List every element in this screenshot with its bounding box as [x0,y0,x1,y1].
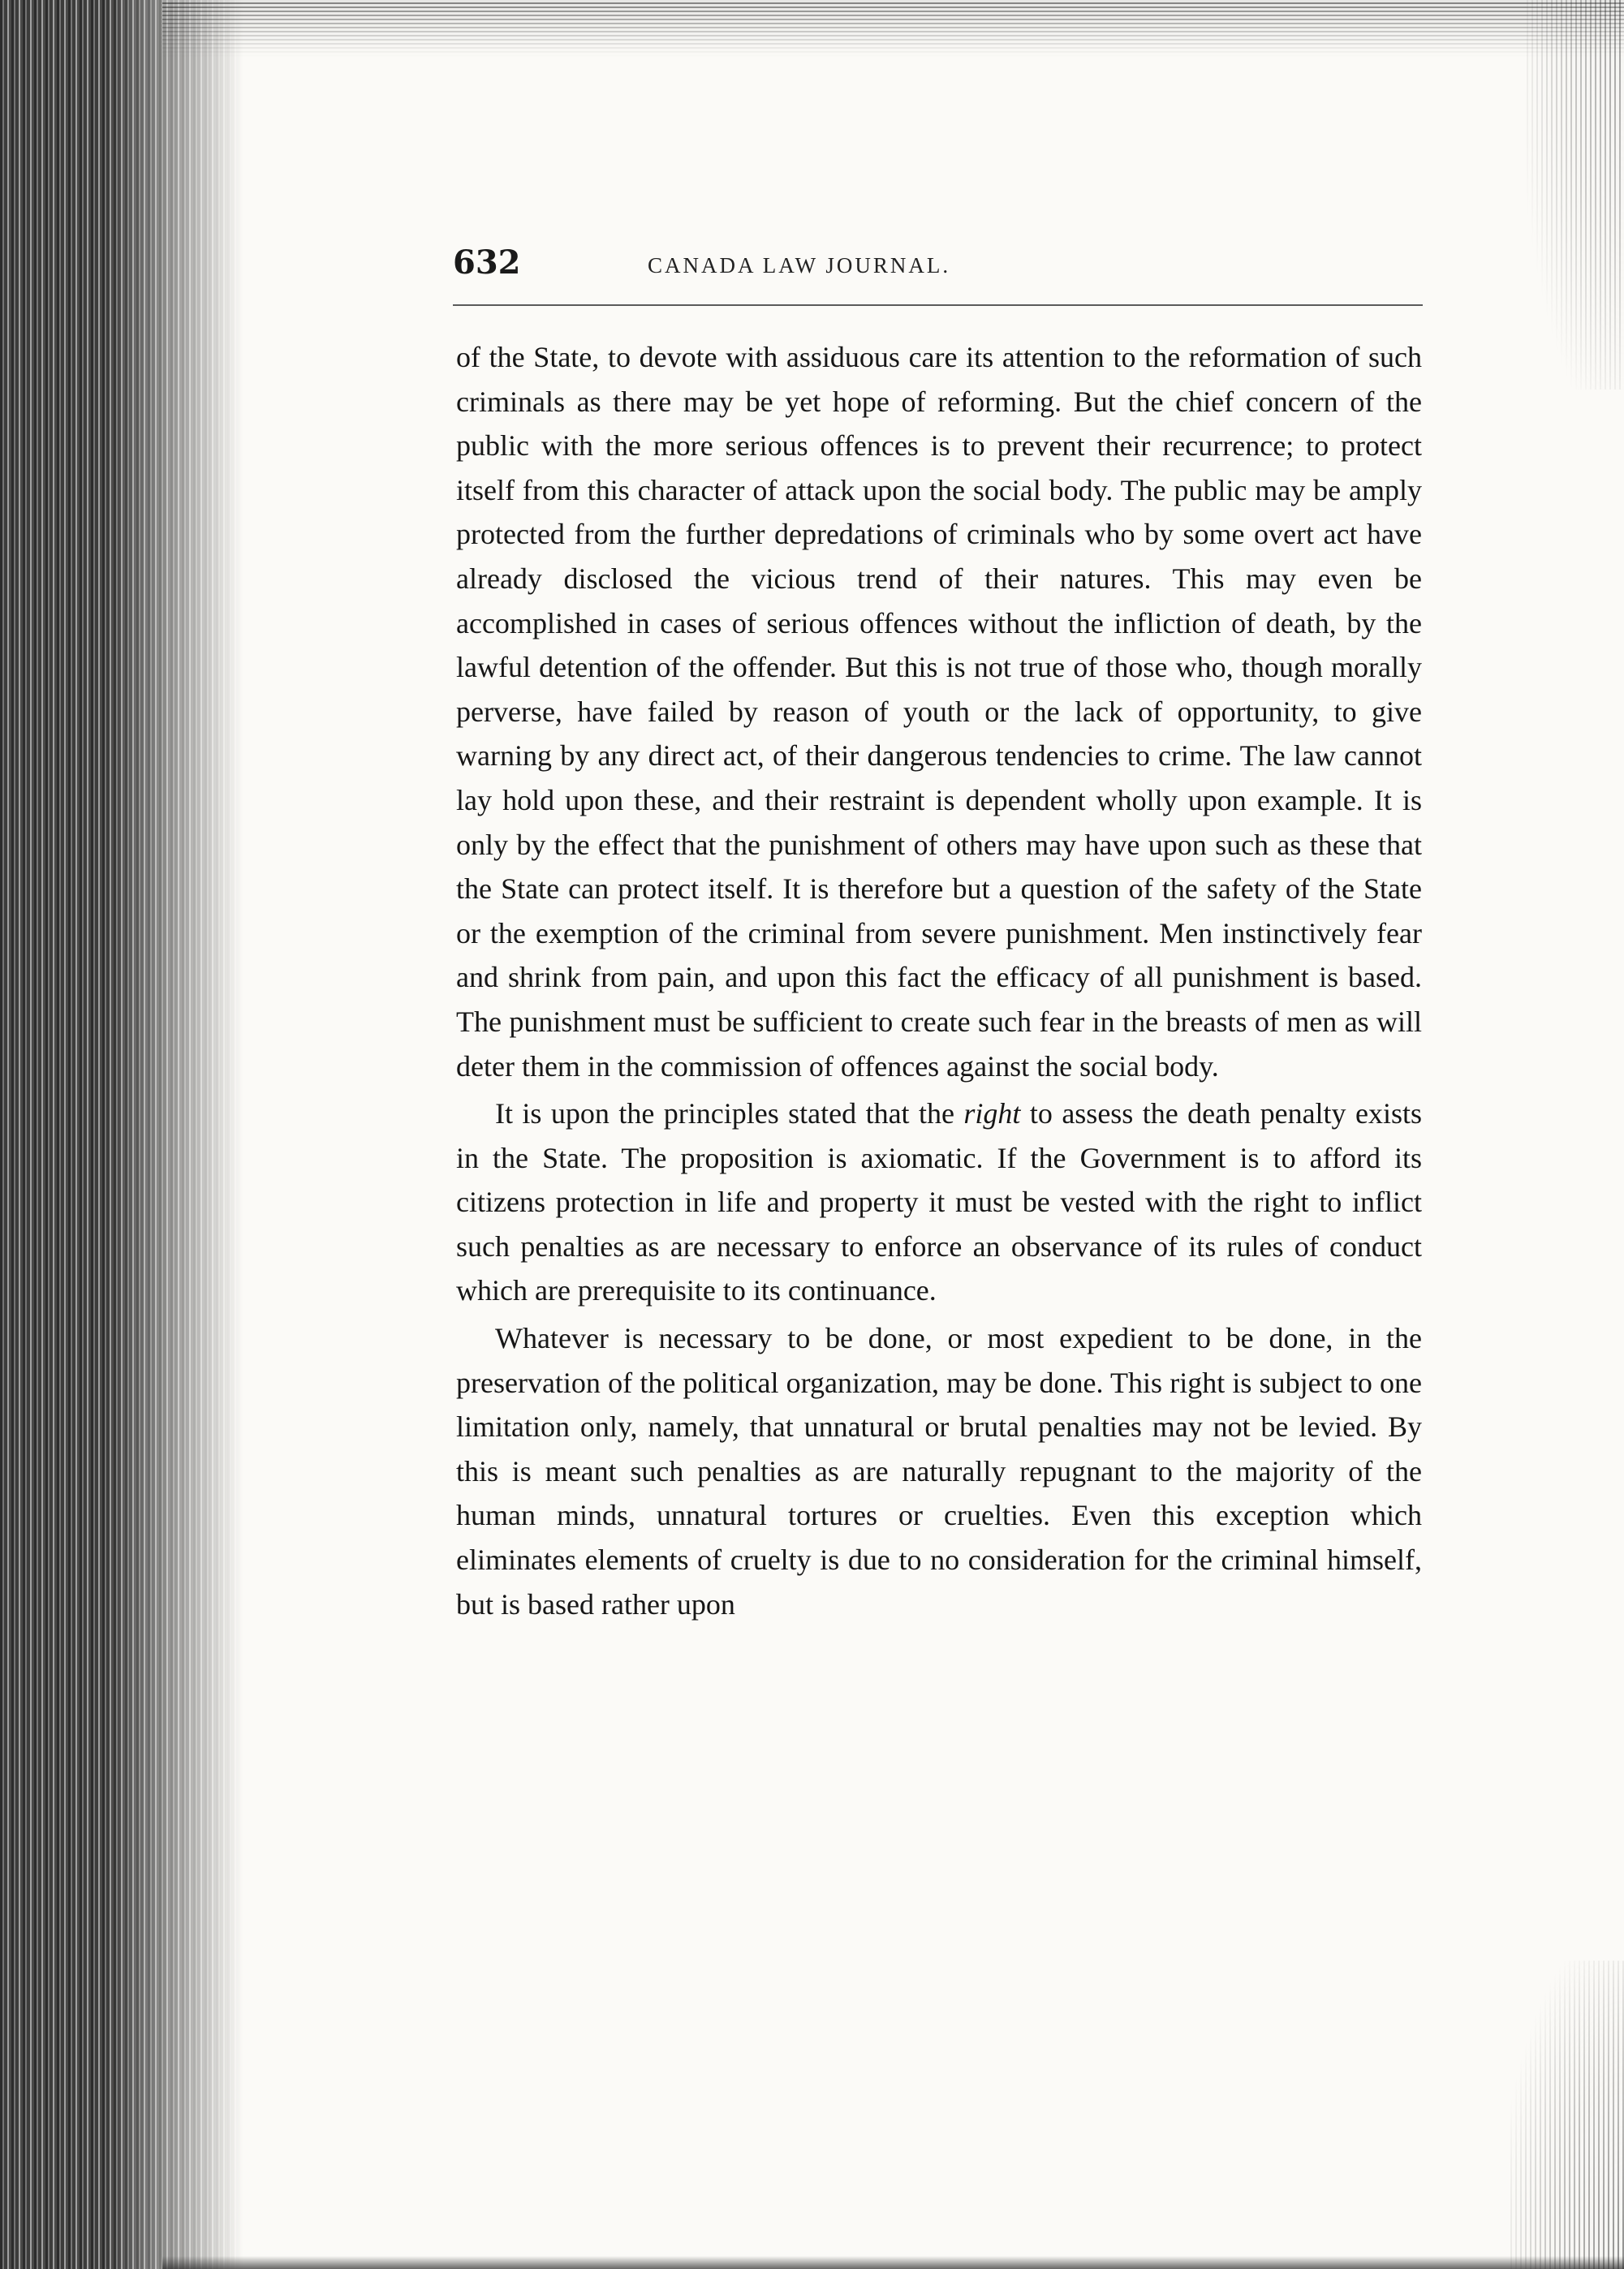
top-edge-shadow [162,0,1624,57]
page-number: 632 [453,243,521,282]
running-head: CANADA LAW JOURNAL. [648,253,951,278]
paragraph-1: of the State, to devote with assiduous care its attention to the reformation of such criminals as there may be yet hope of reforming. But the chief concern of the public with the more serious offences is to prevent their recurrence; to protect itself from this character of attack upon the social body. The public may be amply protected from the further depredations of criminals who by some overt act have already disclosed the vicious trend of their natures. This may even be accomplished in cases of serious offences without the infliction of death, by the lawful detention of the offender. But this is not true of those who, though morally perverse, have failed by reason of youth or the lack of opportunity, to give warning by any direct act, of their dangerous tendencies to crime. The law cannot lay hold upon these, and their restraint is dependent wholly upon example. It is only by the effect that the punishment of others may have upon such as these that the State can protect itself. It is therefore but a question of the safety of the State or the exemption of the criminal from severe punishment. Men instinctively fear and shrink from pain, and upon this fact the efficacy of all punishment is based. The punishment must be sufficient to create such fear in the breasts of men as will deter them in the commission of offences against the social body. [456,341,1422,1083]
bottom-edge-shadow [162,2256,1624,2269]
paragraph-3: Whatever is necessary to be done, or most expedient to be done, in the preservation of the political organization, may be done. This right is subject to one limitation only, namely, that unnatural or brutal penalties may not be levied. By this is meant such penalties as are naturally repugnant to the majority of the human minds, unnatural tortures or cruelties. Even this exception which eliminates elements of cruelty is due to no consideration for the criminal himself, but is based rather upon [456,1322,1422,1621]
top-right-corner-shadow [1527,0,1624,390]
paragraph-2-emphasis: right [963,1097,1021,1130]
header-divider [453,304,1423,306]
paragraph-2 [456,1091,1422,1313]
body-text [456,335,1422,1626]
paragraph-2-text-end: to assess the death penalty exists in the State. The proposition is axiomatic. If the Government is to afford its citizens protection in life and property it must be vested with the right to inflict such penalties as are necessary to enforce an observance of its rules of conduct which are prerequisite to its continuance. [456,1097,1422,1307]
binding-edge-shadow [0,0,243,2269]
page-header [453,243,1423,292]
paragraph-2-text-start: It is upon the principles stated that the [495,1097,964,1130]
bottom-right-corner-shadow [1510,1961,1624,2269]
